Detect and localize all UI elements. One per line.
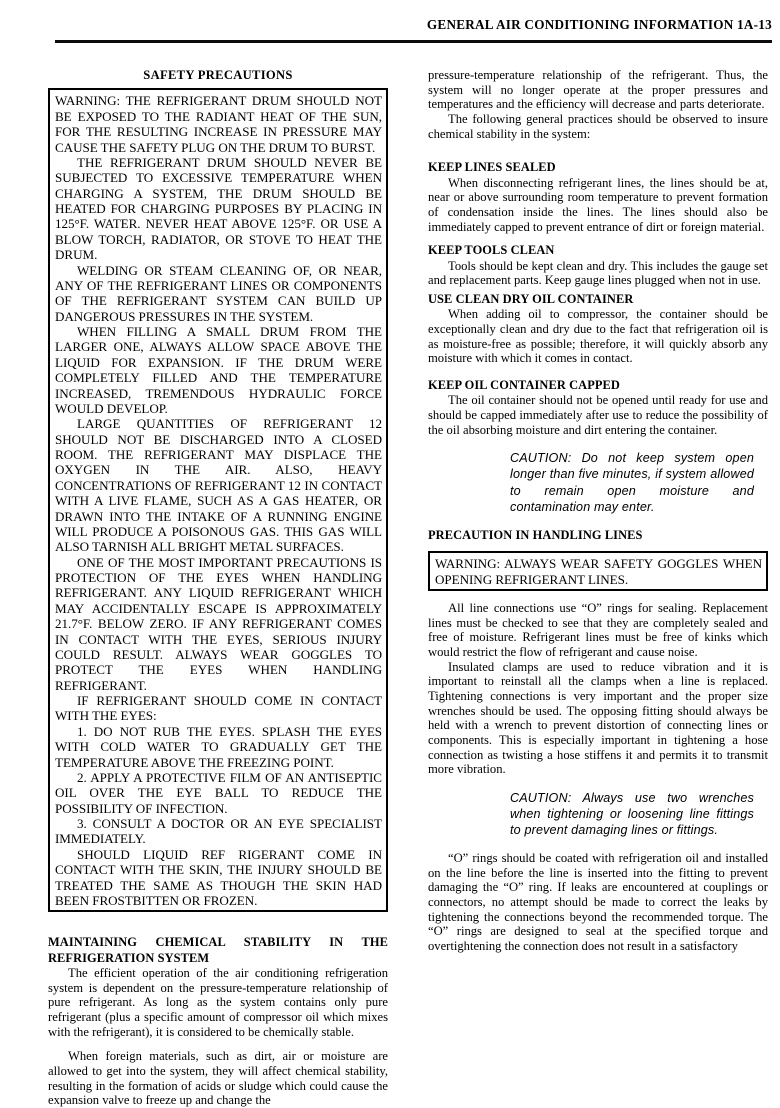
keep-lines-sealed-heading: KEEP LINES SEALED — [428, 160, 556, 175]
left-column — [48, 68, 388, 1108]
precaution-handling-lines-heading: PRECAUTION IN HANDLING LINES — [428, 527, 643, 542]
body-paragraph: pressure-temperature relationship of the refrigerant. Thus, the system will no longer operate at the proper pressures and temperatures and the efficiency will decrease and parts deteriorate. — [428, 68, 768, 112]
warning-list-item: 2. APPLY A PROTECTIVE FILM OF AN ANTISEPTIC OIL OVER THE EYE BALL TO REDUCE THE POSSIBILITY OF INFECTION. — [55, 769, 382, 816]
warning-paragraph: WHEN FILLING A SMALL DRUM FROM THE LARGER ONE, ALWAYS ALLOW SPACE ABOVE THE LIQUID FOR EXPANSION. IF THE DRUM WERE COMPLETELY FILLED AND THE TEMPERATURE INCREASED, TREMENDOUS HYDRAULIC FORCE WOULD DEVELOP. — [55, 324, 382, 416]
caution-note-open-system: CAUTION: Do not keep system open longer than five minutes, if system allowed to remain open moisture and contamination may enter. — [510, 451, 754, 514]
goggles-warning-box — [428, 551, 768, 591]
warning-paragraph: SHOULD LIQUID REF RIGERANT COME IN CONTACT WITH THE SKIN, THE INJURY SHOULD BE TREATED THE SAME AS THOUGH THE SKIN HAD BEEN FROSTBITTEN OR FROZEN. — [55, 846, 382, 908]
maintaining-stability-heading-line1: MAINTAINING CHEMICAL STABILITY IN THE — [48, 935, 388, 950]
warning-paragraph: LARGE QUANTITIES OF REFRIGERANT 12 SHOULD NOT BE DISCHARGED INTO A CLOSED ROOM. THE REFRIGERANT MAY DISPLACE THE OXYGEN IN THE AIR. ALSO, HEAVY CONCENTRATIONS OF REFRIGERANT 12 IN CONTACT WITH A LIVE FLAME, SUCH AS A GAS HEATER, OR DRAWN INTO THE INTAKE OF A RUNNING ENGINE WILL PRODUCE A POISONOUS GAS. THIS GAS WILL ALSO TARNISH ALL BRIGHT METAL SURFACES. — [55, 416, 382, 555]
body-paragraph: When disconnecting refrigerant lines, the lines should be at, near or above surrounding room temperature to prevent formation of condensation inside the lines. The lines should also be immediately capped to prevent entrance of dirt or foreign material. — [428, 175, 768, 234]
right-column — [428, 68, 768, 954]
header-rule — [55, 40, 772, 43]
body-paragraph: Insulated clamps are used to reduce vibration and it is important to reinstall all the clamps when a line is replaced. Tightening connections is very important and the proper size wrenches should be used. The opposing fitting should always be held with a wrench to prevent distortion of connecting lines or components. This is especially important in tightening a hose connection as twisting a hose stiffens it and permits it to transmit more vibration. — [428, 659, 768, 777]
warning-paragraph: WARNING: THE REFRIGERANT DRUM SHOULD NOT BE EXPOSED TO THE RADIANT HEAT OF THE SUN, FOR THE RESULTING INCREASE IN PRESSURE MAY CAUSE THE SAFETY PLUG ON THE DRUM TO BURST. — [55, 93, 382, 155]
body-paragraph: All line connections use “O” rings for sealing. Replacement lines must be checked to see that they are completely sealed and free of moisture. Refrigerant lines must be free of kinks which would restrict the flow of refrigerant and cause noise. — [428, 600, 768, 659]
body-paragraph: When foreign materials, such as dirt, air or moisture are allowed to get into the system, they will affect chemical stability, resulting in the formation of acids or sludge which could cause the expansion valve to freeze up and change the — [48, 1049, 388, 1108]
body-paragraph: The following general practices should be observed to insure chemical stability in the system: — [428, 111, 768, 141]
warning-paragraph: WELDING OR STEAM CLEANING OF, OR NEAR, ANY OF THE REFRIGERANT LINES OR COMPONENTS OF THE REFRIGERANT SYSTEM CAN BUILD UP DANGEROUS PRESSURES IN THE SYSTEM. — [55, 262, 382, 324]
keep-oil-container-capped-heading: KEEP OIL CONTAINER CAPPED — [428, 378, 620, 393]
caution-note-two-wrenches: CAUTION: Always use two wrenches when tightening or loosening line fittings to prevent damaging lines or fittings. — [510, 790, 754, 838]
keep-tools-clean-heading: KEEP TOOLS CLEAN — [428, 243, 555, 258]
body-paragraph: The efficient operation of the air conditioning refrigeration system is dependent on the pressure-temperature relationship of pure refrigerant. As long as the system contains only pure refrigerant (plus a specific amount of compressor oil which mixes with the refrigerant), it is considered to be chemically stable. — [48, 966, 388, 1039]
warning-paragraph: ONE OF THE MOST IMPORTANT PRECAUTIONS IS PROTECTION OF THE EYES WHEN HANDLING REFRIGERANT. ANY LIQUID REFRIGERANT WHICH MAY ACCIDENTALLY ESCAPE IS APPROXIMATELY 21.7°F. BELOW ZERO. IF ANY REFRIGERANT COMES IN CONTACT WITH THE EYES, SERIOUS INJURY COULD RESULT. ALWAYS WEAR GOGGLES TO PROTECT THE EYES WHEN HANDLING REFRIGERANT. — [55, 554, 382, 693]
warning-paragraph: IF REFRIGERANT SHOULD COME IN CONTACT WITH THE EYES: — [55, 693, 382, 724]
safety-warning-box — [48, 88, 388, 912]
safety-precautions-heading: SAFETY PRECAUTIONS — [143, 68, 293, 82]
page-running-head: GENERAL AIR CONDITIONING INFORMATION 1A-13 — [426, 17, 772, 32]
body-paragraph: The oil container should not be opened until ready for use and should be capped immediately after use to reduce the possibility of the oil absorbing moisture and dirt entering the container. — [428, 393, 768, 437]
body-paragraph: “O” rings should be coated with refrigeration oil and installed on the line before the line is inserted into the fitting to prevent damaging the “O” ring. If leaks are encountered at couplings or connectors, no attempt should be made to correct the leaks by tightening the connections beyond the recommended torque. The “O” rings are designed to seal at the specified torque and overtightening the connection does not result in a satisfactory — [428, 851, 768, 954]
warning-paragraph: THE REFRIGERANT DRUM SHOULD NEVER BE SUBJECTED TO EXCESSIVE TEMPERATURE WHEN CHARGING A SYSTEM, THE DRUM SHOULD BE HEATED FOR CHARGING PURPOSES BY PLACING IN 125°F. WATER. NEVER HEAT ABOVE 125°F. OR USE A BLOW TORCH, RADIATOR, OR STOVE TO HEAT THE DRUM. — [55, 154, 382, 263]
use-clean-dry-oil-container-heading: USE CLEAN DRY OIL CONTAINER — [428, 292, 634, 306]
warning-paragraph: WARNING: ALWAYS WEAR SAFETY GOGGLES WHEN OPENING REFRIGERANT LINES. — [435, 556, 762, 587]
body-paragraph: When adding oil to compressor, the container should be exceptionally clean and dry due to the fact that refrigeration oil is as moisture-free as possible; therefore, it will quickly absorb any moisture with which it comes in contact. — [428, 307, 768, 366]
maintaining-stability-heading-line2: REFRIGERATION SYSTEM — [48, 950, 210, 965]
body-paragraph: Tools should be kept clean and dry. This includes the gauge set and replacement parts. Keep gauge lines plugged when not in use. — [428, 258, 768, 288]
warning-list-item: 1. DO NOT RUB THE EYES. SPLASH THE EYES WITH COLD WATER TO GRADUALLY GET THE TEMPERATURE ABOVE THE FREEZING POINT. — [55, 723, 382, 770]
warning-list-item: 3. CONSULT A DOCTOR OR AN EYE SPECIALIST IMMEDIATELY. — [55, 816, 382, 847]
